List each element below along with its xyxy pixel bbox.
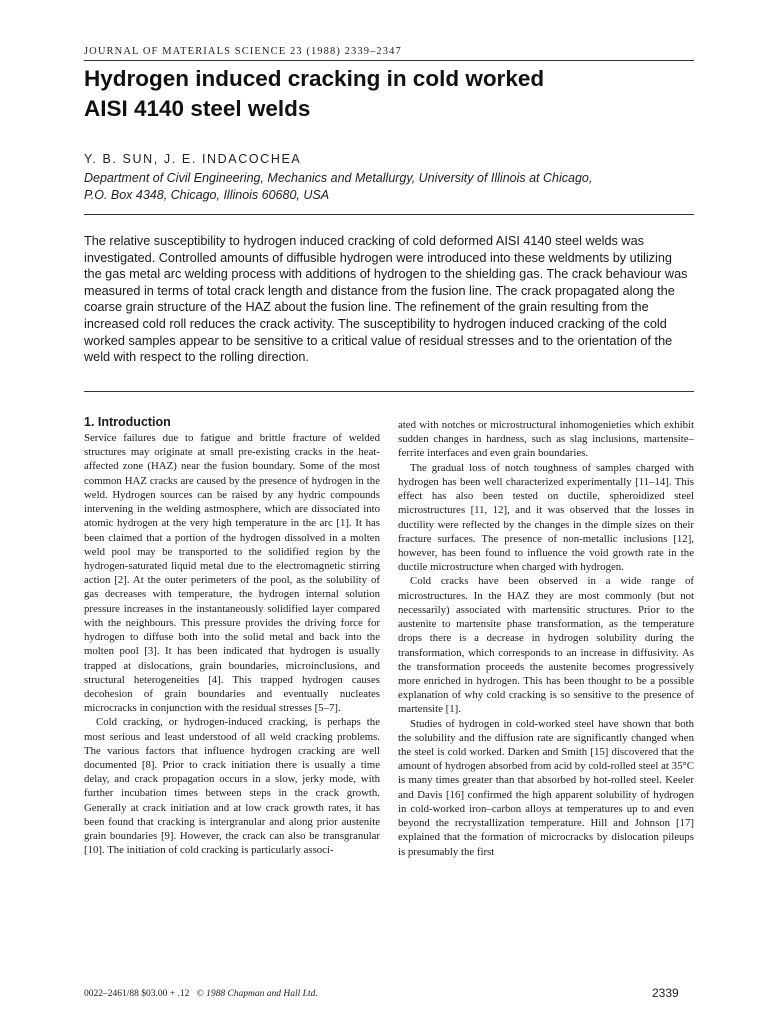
paragraph: Service failures due to fatigue and brittle fracture of welded structures may originate at small pre-existing cracks in the heat-affected zone (HAZ) near the fusion boundary. Some of the most common HAZ cracks are caused by the presence of hydrogen in the weld. Hydrogen sources can be raised by any hydric compounds intervening in the welding astmosphere, which are dissociated into atomic hydrogen at the very high temperature in the arc [1]. It has been claimed that a portion of the hydrogen dissolved in a molten weld pool may be transported to the solidified region by the hydrogen-saturated liquid metal due to the electromagnetic stirring action [2]. At the outer perimeters of the pool, as the solubility of gas decreases with temperature, the hydrogen internal solution pressure increases in the instantaneously solidified layer compared with the neighbours. This pressure provides the driving force for hydrogen to diffuse both into the solid metal and back into the molten pool [3]. It has been indicated that hydrogen is usually trapped at dislocations, grain boundaries, microinclusions, and structural heterogeneities [4]. This trapped hydrogen causes decohesion of grain boundaries and eventually nucleates microcracks in conjunction with the residual stresses [5–7].	[84, 432, 380, 715]
journal-header: JOURNAL OF MATERIALS SCIENCE 23 (1988) 2339–2347	[84, 46, 402, 57]
abstract-bottom-rule	[84, 391, 694, 392]
abstract: The relative susceptibility to hydrogen induced cracking of cold deformed AISI 4140 steel welds was investigated. Controlled amounts of diffusible hydrogen were introduced into these weldments by utilizing the gas metal arc welding process with additions of hydrogen to the shielding gas. The crack behaviour was measured in terms of total crack length and distance from the fusion line. The crack propagated along the coarse grain structure of the HAZ about the fusion line. The refinement of the grain resulting from the increased cold roll reduces the crack activity. The susceptibility to hydrogen induced cracking of the cold worked samples appear to be sensitive to a critical value of residual stresses and to the orientation of the weld with respect to the rolling direction.	[84, 234, 688, 365]
article-title	[84, 64, 704, 124]
section-heading: 1. Introduction	[84, 415, 171, 429]
paragraph: Cold cracks have been observed in a wide range of microstructures. In the HAZ they are most commonly (but not necessarily) associated with martensitic structures. Prior to the austenite to martensite phase transformation, as the temperature drops there is a decrease in hydrogen solubility during the transformation, which corresponds to an increase in diffusivity. As the transformation proceeds the austenite becomes progressively more enriched in hydrogen. This has been thought to be a possible explanation of why cold cracking is so sensitive to the presence of martensite [1].	[398, 575, 694, 716]
header-rule	[84, 60, 694, 61]
paragraph: The gradual loss of notch toughness of samples charged with hydrogen has been well characterized experimentally [11–14]. This effect has also been tested on ductile, spheroidized steel microstructures [11, 12], and it was observed that the losses in ductility were reflected by the changes in the dimple sizes on their fracture surfaces. The presence of non-metallic inclusions [12], however, has been found to influence the void growth rate in the ductile microstructure when charged with hydrogen.	[398, 461, 694, 574]
affiliation-line-1: Department of Civil Engineering, Mechanics and Metallurgy, University of Illinois at Chicago,	[84, 171, 593, 185]
paragraph: ated with notches or microstructural inhomogenieties which exhibit sudden changes in hardness, such as slag inclusions, martensite–ferrite interfaces and even grain boundaries.	[398, 419, 694, 460]
footer-citation	[84, 989, 318, 999]
footer-publisher: © 1988 Chapman and Hall Ltd.	[196, 989, 318, 999]
title-line-2: AISI 4140 steel welds	[84, 96, 311, 121]
title-line-1: Hydrogen induced cracking in cold worked	[84, 66, 545, 91]
page-number: 2339	[652, 986, 679, 1000]
affiliation-line-2: P.O. Box 4348, Chicago, Illinois 60680, USA	[84, 188, 330, 202]
authors: Y. B. SUN, J. E. INDACOCHEA	[84, 152, 302, 166]
footer-code: 0022–2461/88 $03.00 + .12	[84, 989, 190, 999]
right-column	[398, 418, 694, 859]
abstract-top-rule	[84, 214, 694, 215]
paragraph: Cold cracking, or hydrogen-induced cracking, is perhaps the most serious and least understood of all weld cracking problems. The various factors that influence hydrogen cracking are well documented [8]. Prior to crack initiation there is usually a time delay, and crack propagation occurs in a slow, jerky mode, with further incubation times between steps in the crack growth. Generally at crack initiation and at low crack growth rates, it has been found that cracking is intergranular and along prior austenite grain boundaries [9]. However, the crack can also be transgranular [10]. The initiation of cold cracking is particularly associ-	[84, 716, 380, 857]
affiliation	[84, 170, 704, 204]
paragraph: Studies of hydrogen in cold-worked steel have shown that both the solubility and the diffusion rate are significantly changed when the steel is cold worked. Darken and Smith [15] discovered that the amount of hydrogen absorbed from acid by cold-rolled steel at 35°C is many times greater than that absorbed by hot-rolled steel. Keeler and Davis [16] confirmed the high apparent solubility of hydrogen in cold-worked iron–carbon alloys at temperatures up to and even beyond the recrystallization temperature. Hill and Johnson [17] explained that the formation of microcracks by dislocation pileups is presumably the first	[398, 717, 694, 858]
left-column	[84, 414, 380, 858]
